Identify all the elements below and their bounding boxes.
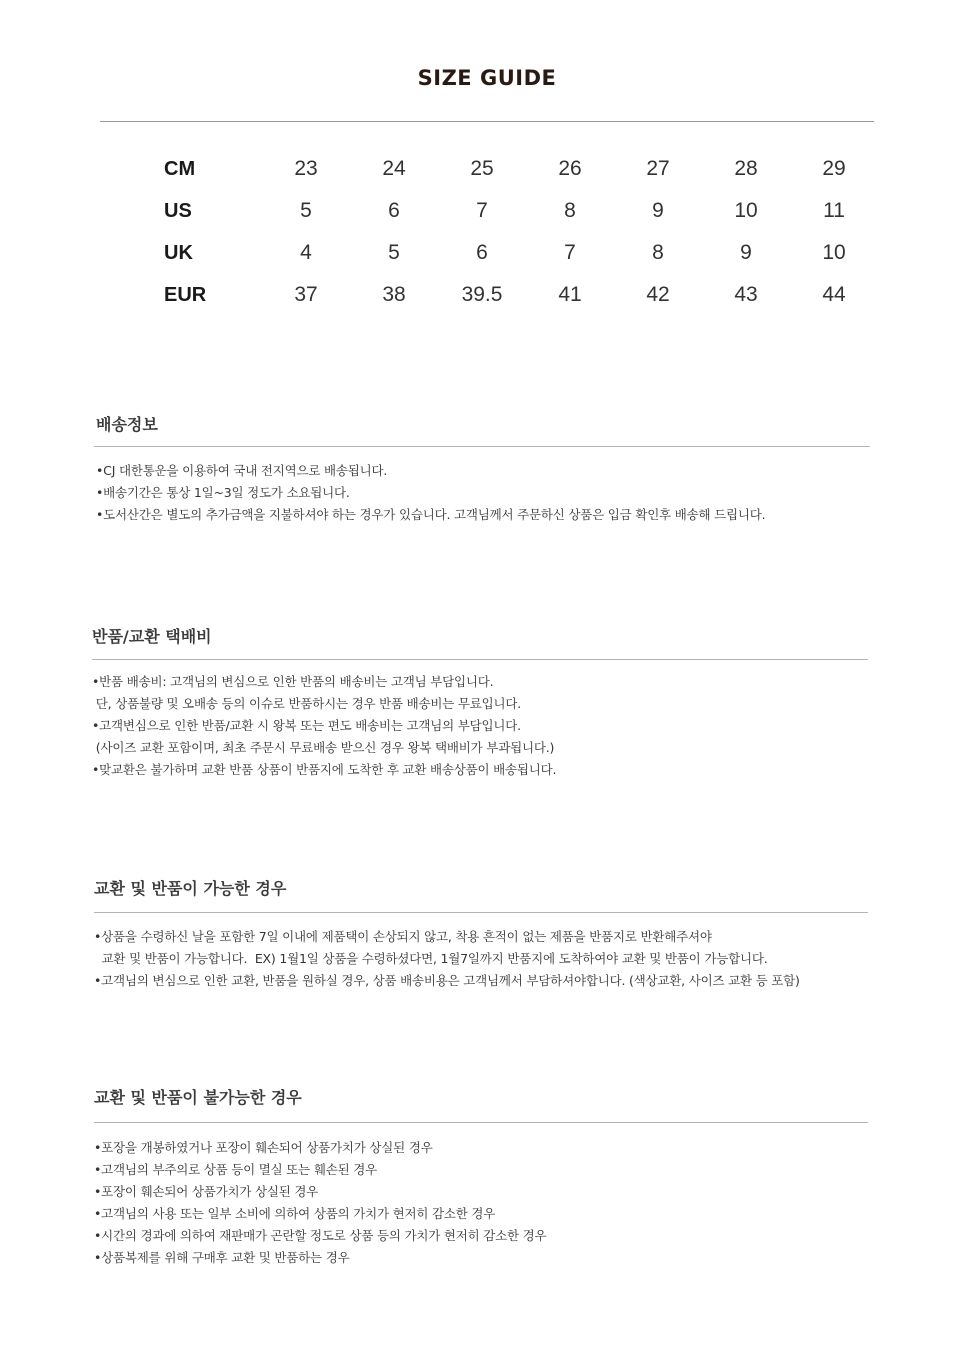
- section-body-return-fee: [92, 671, 556, 781]
- size-cell: 7: [476, 199, 488, 222]
- size-cell: 26: [558, 157, 582, 180]
- size-cell: 4: [300, 241, 312, 264]
- size-cell: 5: [300, 199, 312, 222]
- size-cell: 25: [470, 157, 494, 180]
- size-row-label: CM: [164, 157, 196, 180]
- section-divider: [94, 446, 870, 447]
- size-row-cm: [140, 148, 878, 190]
- size-cell: 6: [476, 241, 488, 264]
- info-line: •시간의 경과에 의하여 재판매가 곤란할 정도로 상품 등의 가치가 현저히 감소한 경우: [94, 1228, 547, 1243]
- info-line: 단, 상품불량 및 오배송 등의 이슈로 반품하시는 경우 반품 배송비는 무료입니다.: [92, 696, 522, 711]
- section-title-return-fee: 반품/교환 택배비: [92, 627, 212, 646]
- size-cell: 9: [740, 241, 752, 264]
- info-line: •포장을 개봉하였거나 포장이 훼손되어 상품가치가 상실된 경우: [94, 1140, 433, 1155]
- size-cell: 28: [734, 157, 758, 180]
- size-cell: 43: [734, 283, 758, 306]
- info-line: •고객님의 변심으로 인한 교환, 반품을 원하실 경우, 상품 배송비용은 고객님께서 부담하셔야합니다. (색상교환, 사이즈 교환 등 포함): [94, 973, 800, 988]
- info-line: •포장이 훼손되어 상품가치가 상실된 경우: [94, 1184, 319, 1199]
- info-line: •고객변심으로 인한 반품/교환 시 왕복 또는 편도 배송비는 고객님의 부담입니다.: [92, 718, 521, 733]
- info-line: •상품을 수령하신 날을 포함한 7일 이내에 제품택이 손상되지 않고, 착용 흔적이 없는 제품을 반품지로 반환해주셔야: [94, 929, 712, 944]
- info-line: •고객님의 사용 또는 일부 소비에 의하여 상품의 가치가 현저히 감소한 경우: [94, 1206, 496, 1221]
- info-line: •CJ 대한통운을 이용하여 국내 전지역으로 배송됩니다.: [96, 463, 388, 478]
- section-title-shipping: 배송정보: [96, 415, 158, 434]
- size-cell: 11: [823, 199, 845, 222]
- size-cell: 24: [382, 157, 406, 180]
- info-line: •고객님의 부주의로 상품 등이 멸실 또는 훼손된 경우: [94, 1162, 377, 1177]
- size-cell: 44: [822, 283, 846, 306]
- section-body-exchange-impossible: [94, 1137, 546, 1269]
- size-table: [140, 148, 878, 316]
- info-line: •반품 배송비: 고객님의 변심으로 인한 반품의 배송비는 고객님 부담입니다.: [92, 674, 494, 689]
- section-title-exchange-possible: 교환 및 반품이 가능한 경우: [94, 879, 287, 898]
- size-cell: 41: [558, 283, 582, 306]
- size-cell: 7: [564, 241, 576, 264]
- section-body-shipping: [96, 460, 765, 526]
- section-body-exchange-possible: [94, 926, 800, 992]
- section-divider: [94, 1122, 868, 1123]
- info-line: 교환 및 반품이 가능합니다. EX) 1월1일 상품을 수령하셨다면, 1월7일까지 반품지에 도착하여야 교환 및 반품이 가능합니다.: [94, 951, 768, 966]
- info-line: (사이즈 교환 포함이며, 최초 주문시 무료배송 받으신 경우 왕복 택배비가 부과됩니다.): [92, 740, 555, 755]
- size-cell: 6: [388, 199, 400, 222]
- size-cell: 10: [822, 241, 846, 264]
- title-divider: [100, 121, 874, 122]
- section-divider: [94, 912, 868, 913]
- size-cell: 9: [652, 199, 664, 222]
- size-row-uk: [140, 232, 878, 274]
- size-cell: 38: [382, 283, 406, 306]
- size-cell: 23: [294, 157, 318, 180]
- size-row-label: UK: [164, 241, 193, 264]
- size-cell: 5: [388, 241, 400, 264]
- size-cell: 37: [294, 283, 318, 306]
- size-row-eur: [140, 274, 878, 316]
- info-line: •상품복제를 위해 구매후 교환 및 반품하는 경우: [94, 1250, 350, 1265]
- info-line: •배송기간은 통상 1일~3일 정도가 소요됩니다.: [96, 485, 350, 500]
- size-cell: 8: [652, 241, 664, 264]
- size-row-label: US: [164, 199, 192, 222]
- size-cell: 8: [564, 199, 576, 222]
- section-title-exchange-impossible: 교환 및 반품이 불가능한 경우: [94, 1088, 302, 1107]
- info-line: •맞교환은 불가하며 교환 반품 상품이 반품지에 도착한 후 교환 배송상품이 배송됩니다.: [92, 762, 557, 777]
- size-guide-title: SIZE GUIDE: [417, 66, 557, 90]
- size-cell: 42: [646, 283, 670, 306]
- section-divider: [92, 659, 868, 660]
- size-cell: 10: [734, 199, 758, 222]
- info-line: •도서산간은 별도의 추가금액을 지불하셔야 하는 경우가 있습니다. 고객님께서 주문하신 상품은 입금 확인후 배송해 드립니다.: [96, 507, 766, 522]
- size-row-us: [140, 190, 878, 232]
- size-cell: 27: [646, 157, 670, 180]
- size-row-label: EUR: [164, 283, 207, 306]
- size-cell: 29: [822, 157, 846, 180]
- size-cell: 39.5: [461, 283, 503, 306]
